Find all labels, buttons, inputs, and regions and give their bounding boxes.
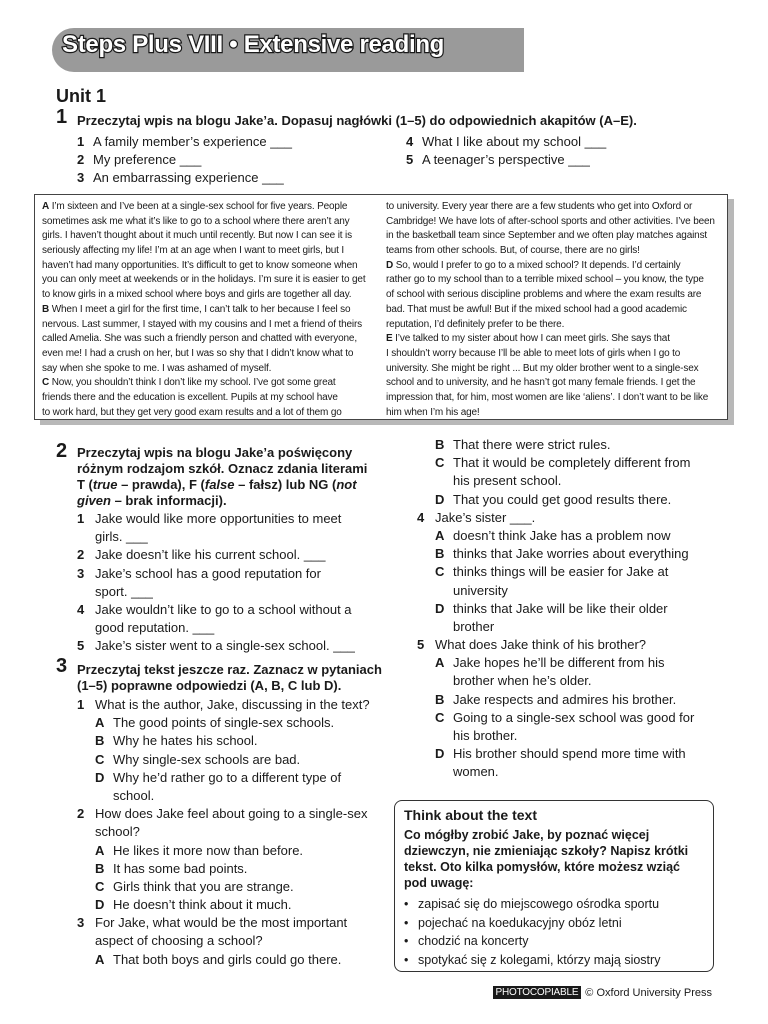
item-text: He likes it more now than before. [113,842,304,858]
item-label: D [435,746,445,762]
item-label: B [95,733,105,749]
item-text: Why he’d rather go to a different type of [113,769,342,785]
blog-line-text: even me! I had a crush on her, but I was so shy that I didn’t know what to [42,347,354,359]
item-label: 1 [77,511,85,526]
item-text: He doesn’t think about it much. [113,897,292,913]
item-label: 2 [77,806,85,822]
item-text: What is the author, Jake, discussing in the text? [95,697,370,712]
blog-line [386,273,720,288]
exercise-2-number: 2 [56,440,68,462]
blog-line-text: I shouldn’t worry because I’ll be able to meet lots of girls when I go to [386,347,681,359]
heading-item: 1 A family member’s experience ___ [77,134,292,149]
item-label: D [435,491,445,507]
blog-line-text: rather go to my school than to a terrible mixed school – you know, the type [386,274,704,286]
item-text: school? [95,824,140,840]
blog-line [386,215,720,230]
item-label: C [95,878,105,894]
blog-line [42,215,376,230]
blog-line-text: friends there and the education is excellent. Pupils at my school have [42,391,338,403]
item-text: aspect of choosing a school? [95,933,263,949]
item-label: 5 [77,638,85,654]
item-label: C [435,455,445,471]
item-text: The good points of single-sex schools. [113,715,335,731]
item-label: 4 [77,601,85,617]
item-text: What does Jake think of his brother? [435,637,647,653]
blog-line [42,362,376,377]
item-label: 2 [77,547,85,563]
blog-line [386,332,720,347]
blog-line [386,376,720,391]
item-text: That both boys and girls could go there. [113,951,342,967]
item-label: 3 [77,915,85,931]
blog-line-text: girls. I haven’t thought about it much until recently. But now I can see it is [42,230,352,242]
blog-line [386,303,720,318]
item-label: D [95,769,105,785]
heading-item: 5 A teenager’s perspective ___ [406,152,590,167]
think-bullets [404,895,704,969]
item-label: D [95,897,105,913]
blog-line [42,288,376,303]
page-title: Steps Plus VIII • Extensive reading [62,31,445,58]
item-label: A [95,715,105,731]
bullet-item: • chodzić na koncerty [404,934,529,948]
item-label: D [435,600,445,616]
blog-line-text: reputation, I’d definitely prefer to be there. [386,318,565,330]
item-text: thinks that Jake worries about everything [453,546,689,562]
bullet-item: • spotykać się z kolegami, którzy mają siostry [404,952,661,967]
item-text: brother [453,618,495,634]
item-label: A [435,527,445,543]
think-title: Think about the text [404,807,537,823]
item-text: How does Jake feel about going to a single-sex [95,806,368,822]
photocopiable-badge: PHOTOCOPIABLE [493,986,582,999]
headings-list-left [77,133,292,187]
blog-line [42,376,376,391]
blog-line [42,332,376,347]
blog-line-text: I’ve talked to my sister about how I can meet girls. She says that [392,333,670,345]
item-text: women. [453,764,499,780]
blog-line [42,273,376,288]
item-label: 4 [417,509,425,525]
blog-line [42,347,376,362]
item-text: his present school. [453,473,562,489]
heading-item: 2 My preference ___ [77,152,202,167]
paragraph-letter: A [42,201,50,212]
item-text: doesn’t think Jake has a problem now [453,527,671,543]
blog-line-text: called Amelia. She was such a friendly person and chatted with everyone, [42,333,357,345]
item-text: Jake doesn’t like his current school. ___ [95,547,326,563]
item-label: B [95,860,105,876]
item-text: It has some bad points. [113,860,248,876]
item-text: Jake would like more opportunities to meet [95,511,342,526]
item-text: That you could get good results there. [453,491,672,507]
blog-line [386,406,720,421]
blog-line [42,200,376,215]
blog-line-text: bad. That must be awful! But if the mixed school had a good academic [386,303,687,315]
blog-line-text: haven’t had many opportunities. It’s difficult to get to know someone when [42,259,358,271]
item-text: thinks that Jake will be like their older [453,600,668,616]
think-prompt: Co mógłby zrobić Jake, by poznać więcej dziewczyn, nie zmieniając szkoły? Napisz krótki tekst. Oto kilka pomysłów, które możesz wziąć pod uwagę: [404,828,689,890]
item-label: B [435,437,445,452]
item-label: C [435,564,445,580]
item-label: A [95,842,105,858]
blog-text-box [34,194,728,420]
item-text: sport. ___ [95,583,153,599]
item-text: Why single-sex schools are bad. [113,751,301,767]
blog-line-text: When I meet a girl for the first time, I can’t talk to her because I feel so [49,303,351,315]
item-text: brother when he’s older. [453,673,592,689]
blog-line-text: say when she spoke to me. I was ashamed of myself. [42,362,272,374]
bullet-item: • zapisać się do miejscowego ośrodka sportu [404,897,660,911]
item-label: C [435,709,445,725]
blog-line-text: Now, you shouldn’t think I don’t like my school. I’ve got some great [49,377,336,389]
blog-line-text: sometimes ask me what it’s like to go to a school where there aren’t any [42,215,350,227]
item-text: His brother should spend more time with [453,746,686,762]
blog-line [42,391,376,406]
bullet-item: • pojechać na koedukacyjny obóz letni [404,915,622,930]
item-text: Going to a single-sex school was good for [453,709,695,725]
item-text: That there were strict rules. [453,437,611,452]
item-text: Jake wouldn’t like to go to a school without a [95,601,352,617]
exercise-1-number: 1 [56,106,68,128]
footer [493,986,713,999]
blog-line [386,391,720,406]
blog-line-text: nervous. Last summer, I stayed with my cousins and I met a friend of theirs [42,318,363,330]
blog-line [386,362,720,377]
blog-line [386,200,720,215]
item-text: girls. ___ [95,529,148,545]
blog-line [386,229,720,244]
blog-line [386,288,720,303]
blog-line-text: to university. Every year there are a few students who get into Oxford or [386,201,693,212]
item-text: Jake’s sister ___. [435,509,536,525]
item-label: 5 [417,637,425,653]
item-label: B [435,546,445,562]
item-label: A [435,655,445,671]
item-text: university [453,582,508,598]
item-text: good reputation. ___ [95,620,215,636]
item-text: Girls think that you are strange. [113,878,294,894]
blog-line [386,318,720,333]
blog-line [386,244,720,259]
item-label: B [435,691,445,707]
blog-line-text: you can only meet at weekends or in the holidays. I’m sure it is easier to get [42,274,366,286]
blog-line-text: university. She might be right ... But my older brother went to a single-sex [386,362,699,374]
headings-list-right [406,133,606,169]
blog-line [42,244,376,259]
blog-line-text: Cambridge! We have lots of after-school sports and other activities. I’ve been [386,215,715,227]
unit-heading: Unit 1 [56,86,107,106]
item-label: A [95,951,105,967]
blog-line [42,406,376,421]
item-label: C [95,751,105,767]
paragraph-letter: C [42,377,50,389]
exercise-3-instruction: Przeczytaj tekst jeszcze raz. Zaznacz w pytaniach (1–5) poprawne odpowiedzi (A, B, C lub D). [77,662,382,693]
blog-line [42,318,376,333]
heading-item: 3 An embarrassing experience ___ [77,170,284,185]
paragraph-letter: D [386,259,394,271]
exercise-2-instruction: Przeczytaj wpis na blogu Jake’a poświęcony różnym rodzajom szkół. Oznacz zdania literami T (true – prawda), F (false – fałsz) lub NG (not given – brak informacji). [77,445,368,508]
exercise-3-number: 3 [56,655,68,677]
blog-line-text: seriously affecting my life! I’m at an age when I want to meet girls, but I [42,245,345,257]
item-text: Why he hates his school. [113,733,258,749]
blog-line-text: of school with serious discipline problems and where the exam results are [386,289,702,301]
blog-line-text: in the basketball team since September and we often play matches against [386,230,708,242]
blog-line-text: So, would I prefer to go to a mixed school? It depends. I’d certainly [393,259,681,271]
blog-line [386,259,720,274]
item-text: Jake hopes he’ll be different from his [453,655,665,671]
item-text: For Jake, what would be the most important [95,915,348,931]
item-text: Jake’s school has a good reputation for [95,565,321,581]
blog-line [42,259,376,274]
blog-line-text: school and to university, and he hasn’t got many female friends. I get the [386,377,696,389]
copyright: © Oxford University Press [585,986,712,999]
blog-column-right [386,200,720,420]
paragraph-letter: B [42,303,50,315]
blog-line-text: impression that, for him, most women are like ‘aliens’. I don’t want to be like [386,391,709,403]
item-label: 1 [77,697,85,712]
item-text: Jake respects and admires his brother. [453,691,677,707]
blog-line [42,229,376,244]
blog-line-text: him when I’m his age! [386,406,480,418]
item-text: his brother. [453,728,518,743]
heading-item: 4 What I like about my school ___ [406,134,607,149]
item-text: thinks things will be easier for Jake at [453,564,669,580]
blog-line-text: to know girls in a mixed school where boys and girls are together all day. [42,289,352,301]
think-about-text-box [394,800,714,972]
blog-line-text: teams from other schools. But, of course, there are no girls! [386,245,640,257]
item-text: Jake’s sister went to a single-sex school. ___ [95,638,355,654]
blog-line [386,347,720,362]
blog-line [42,303,376,318]
blog-column-left [42,200,376,420]
blog-line-text: I’m sixteen and I’ve been at a single-sex school for five years. People [49,201,348,212]
blog-line-text: to work hard, but they get very good exam results and a lot of them go [42,406,342,418]
item-text: school. [113,787,155,803]
item-label: 3 [77,565,85,581]
paragraph-letter: E [386,333,393,345]
exercise-1-instruction: Przeczytaj wpis na blogu Jake’a. Dopasuj nagłówki (1–5) do odpowiednich akapitów (A–E). [77,113,637,128]
item-text: That it would be completely different from [453,455,691,471]
